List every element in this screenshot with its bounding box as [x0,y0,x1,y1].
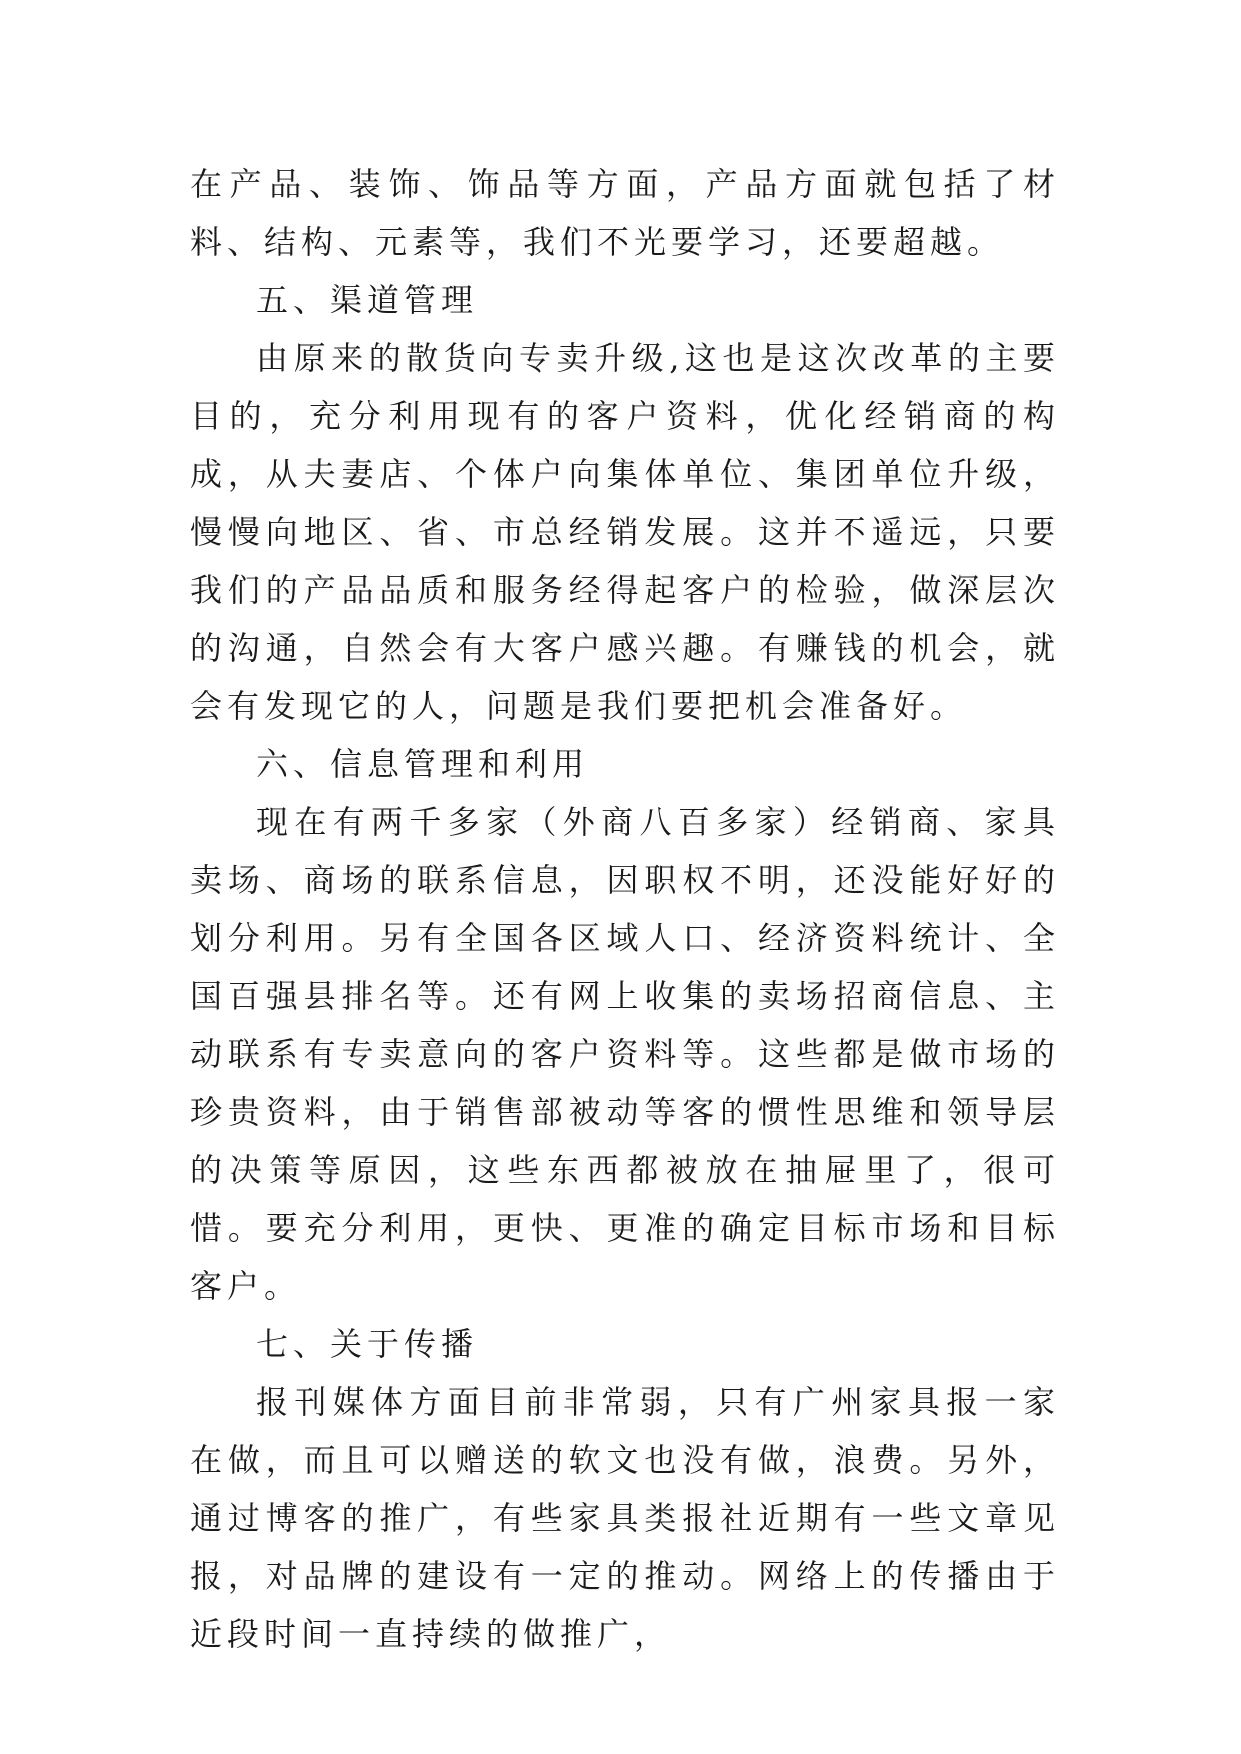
section-heading-communication: 七、关于传播 [256,1325,479,1363]
paragraph-continuation: 在产品、装饰、饰品等方面，产品方面就包括了材料、结构、元素等，我们不光要学习，还要超越。 [190,165,1060,261]
paragraph-information-management: 现在有两千多家（外商八百多家）经销商、家具卖场、商场的联系信息，因职权不明，还没能好好的划分利用。另有全国各区域人口、经济资料统计、全国百强县排名等。还有网上收集的卖场招商信息、主动联系有专卖意向的客户资料等。这些都是做市场的珍贵资料，由于销售部被动等客的惯性思维和领导层的决策等原因，这些东西都被放在抽屉里了，很可惜。要充分利用，更快、更准的确定目标市场和目标客户。 [190,803,1060,1305]
paragraph-channel-management: 由原来的散货向专卖升级,这也是这次改革的主要目的，充分利用现有的客户资料，优化经销商的构成，从夫妻店、个体户向集体单位、集团单位升级，慢慢向地区、省、市总经销发展。这并不遥远，只要我们的产品品质和服务经得起客户的检验，做深层次的沟通，自然会有大客户感兴趣。有赚钱的机会，就会有发现它的人，问题是我们要把机会准备好。 [190,339,1060,725]
section-heading-information-management: 六、信息管理和利用 [256,745,590,783]
section-heading-channel-management: 五、渠道管理 [256,281,479,319]
document-body [190,155,1060,1663]
paragraph-communication: 报刊媒体方面目前非常弱，只有广州家具报一家在做，而且可以赠送的软文也没有做，浪费。另外，通过博客的推广，有些家具类报社近期有一些文章见报，对品牌的建设有一定的推动。网络上的传播由于近段时间一直持续的做推广， [190,1383,1060,1653]
